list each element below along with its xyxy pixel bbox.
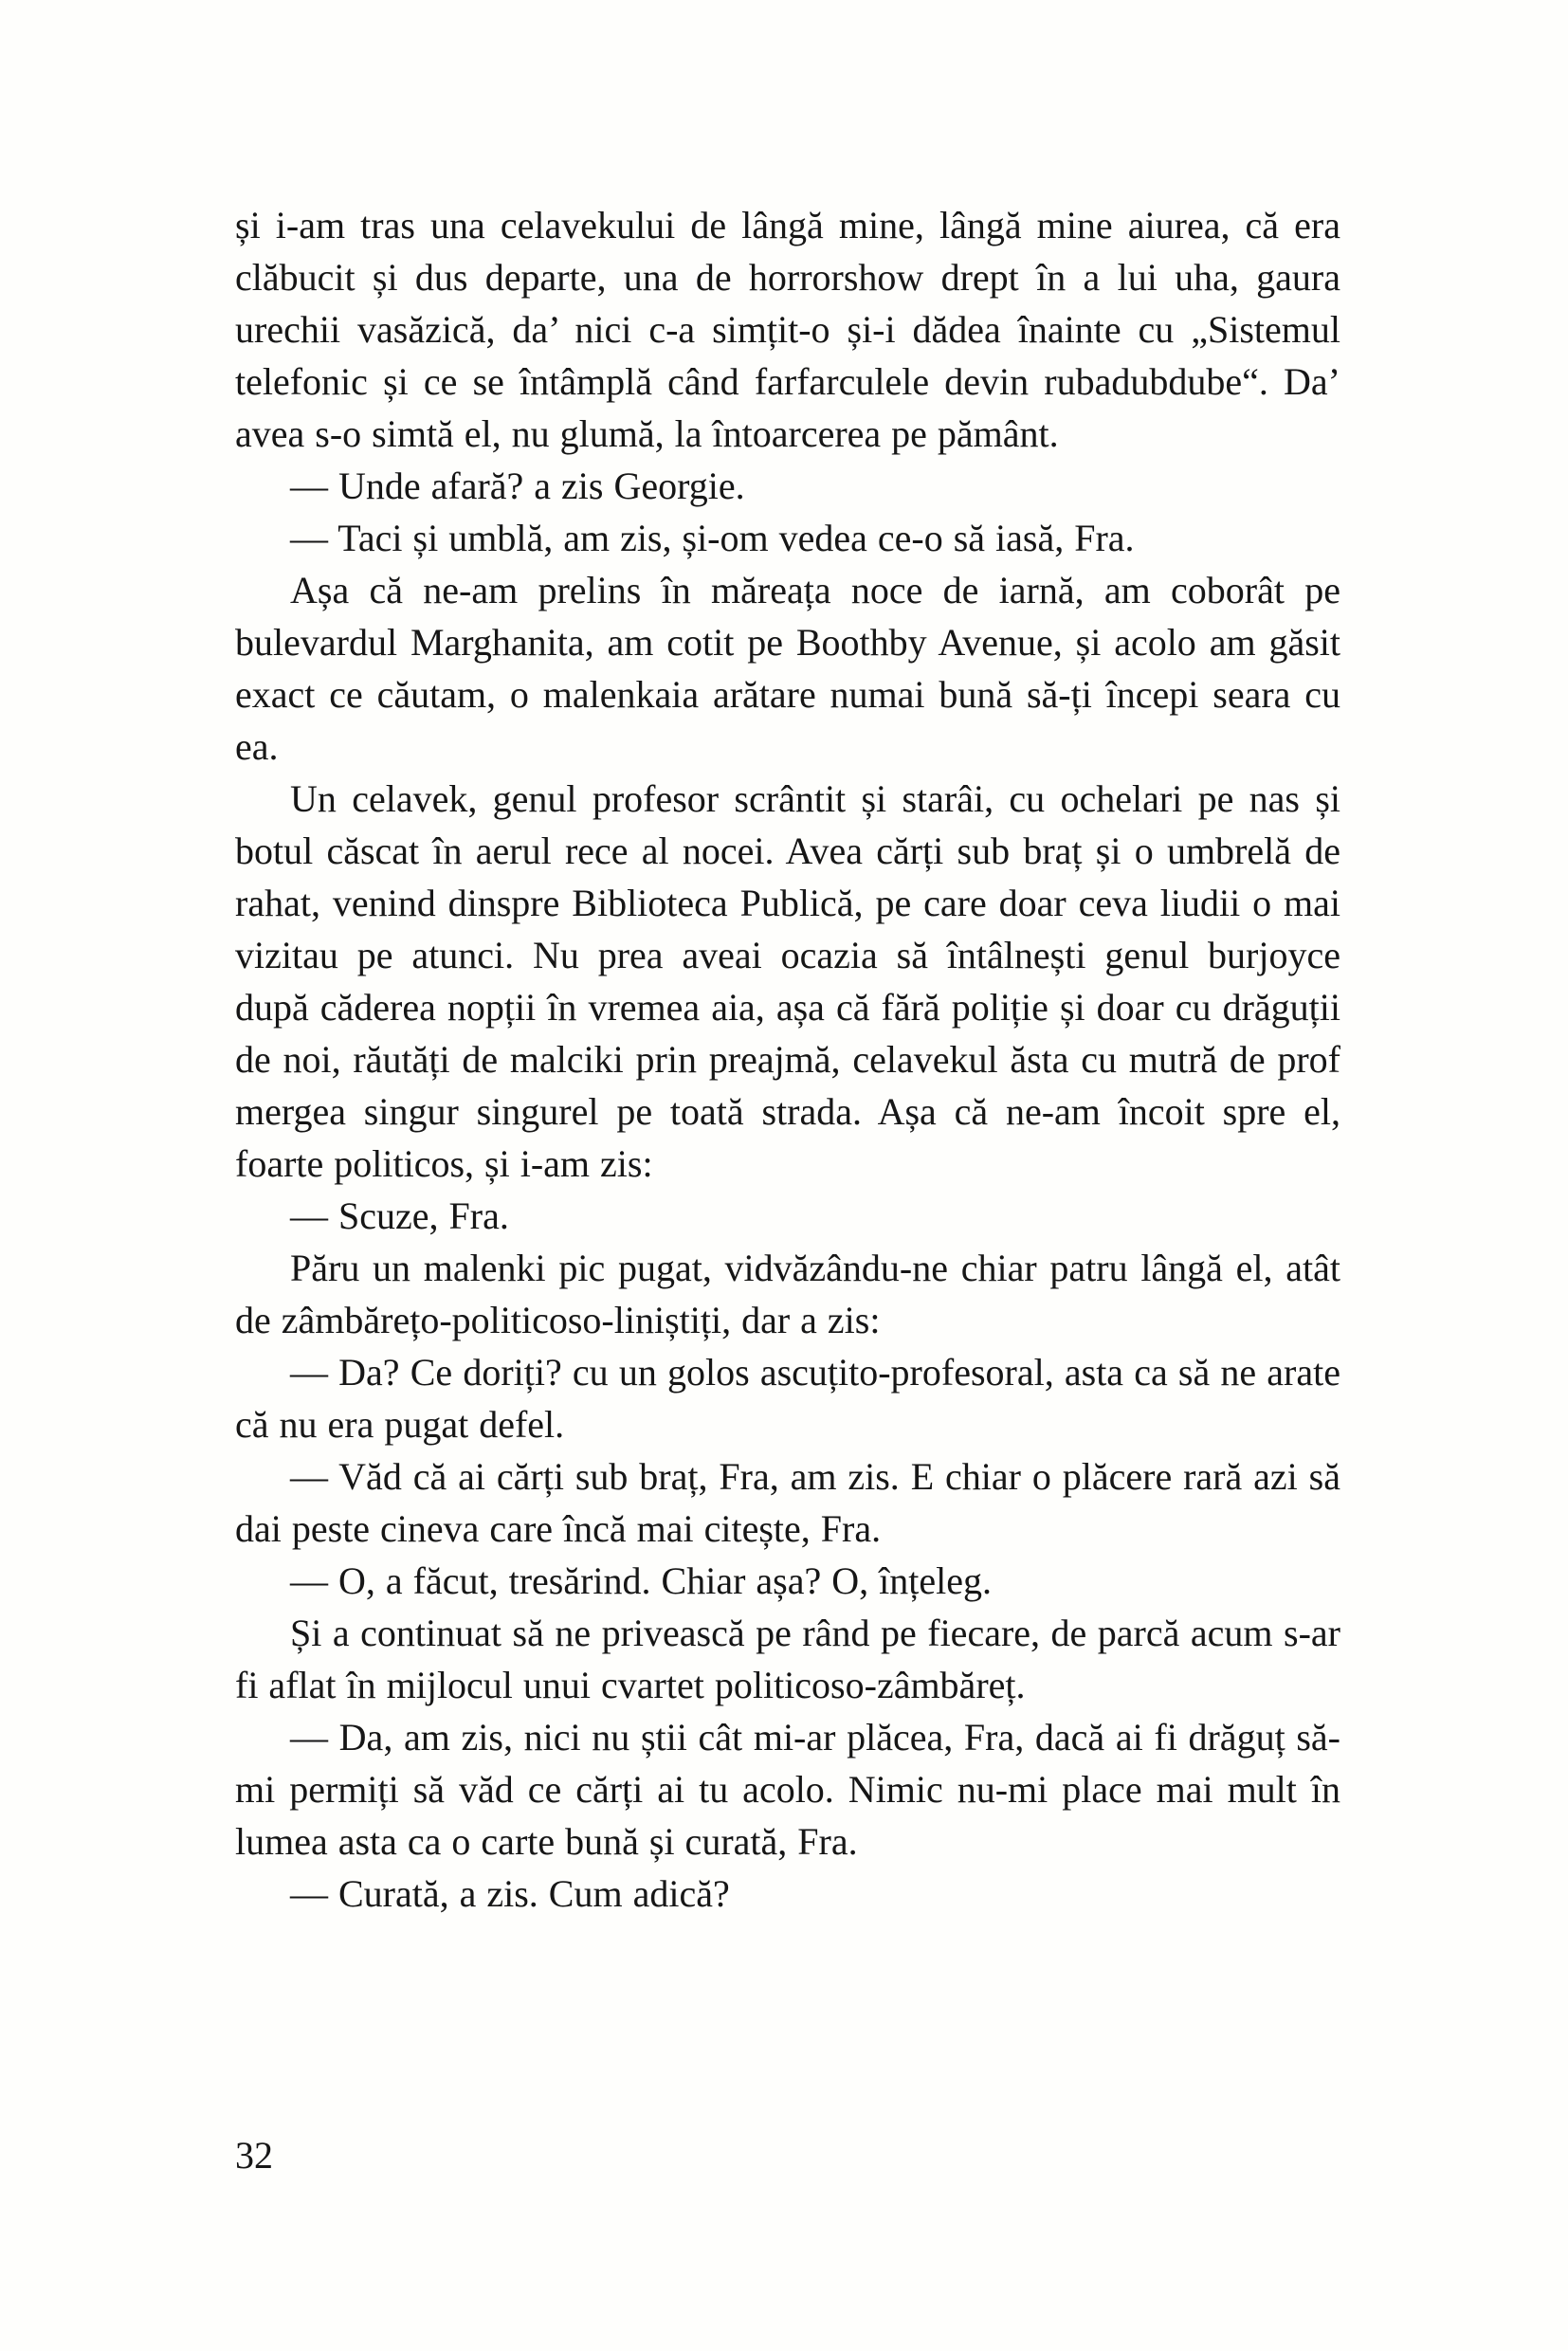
body-text bbox=[235, 199, 1340, 1920]
page-number: 32 bbox=[235, 2134, 273, 2177]
paragraph: — Curată, a zis. Cum adică? bbox=[290, 1872, 730, 1915]
paragraph: — O, a făcut, tresărind. Chiar așa? O, înțeleg. bbox=[290, 1559, 992, 1602]
paragraph: Așa că ne-am prelins în măreața noce de iarnă, am coborât pe bulevardul Marghanita, am cotit pe Boothby Avenue, și acolo am găsit exact ce căutam, o malenkaia arătare numai bună să-ți începi seara cu ea. bbox=[235, 569, 1340, 768]
paragraph: Un celavek, genul profesor scrântit și starâi, cu ochelari pe nas și botul căscat în aerul rece al nocei. Avea cărți sub braț și o umbrelă de rahat, venind dinspre Biblioteca Publică, pe care doar ceva liudii o mai vizitau pe atunci. Nu prea aveai ocazia să întâlnești genul burjoyce după căderea nopții în vremea aia, așa că fără poliție și doar cu drăguții de noi, răutăți de malciki prin preajmă, celavekul ăsta cu mutră de prof mergea singur singurel pe toată strada. Așa că ne-am încoit spre el, foarte politicos, și i-am zis: bbox=[235, 777, 1340, 1185]
paragraph: — Scuze, Fra. bbox=[290, 1194, 509, 1237]
paragraph: Păru un malenki pic pugat, vidvăzându-ne chiar patru lângă el, atât de zâmbărețo-politicoso-liniștiți, dar a zis: bbox=[235, 1247, 1340, 1341]
paragraph: și i-am tras una celavekului de lângă mine, lângă mine aiurea, că era clăbucit și dus departe, una de horrorshow drept în a lui uha, gaura urechii vasăzică, da’ nici c-a simțit-o și-i dădea înainte cu „Sistemul telefonic și ce se întâmplă când farfarculele devin rubadubdube“. Da’ avea s-o simtă el, nu glumă, la întoarcerea pe pământ. bbox=[235, 204, 1340, 455]
paragraph: — Taci și umblă, am zis, și-om vedea ce-o să iasă, Fra. bbox=[290, 517, 1135, 559]
paragraph: — Da? Ce doriți? cu un golos ascuțito-profesoral, asta ca să ne arate că nu era pugat defel. bbox=[235, 1351, 1340, 1446]
paragraph: — Da, am zis, nici nu știi cât mi-ar plăcea, Fra, dacă ai fi drăguț să-mi permiți să văd ce cărți ai tu acolo. Nimic nu-mi place mai mult în lumea asta ca o carte bună și curată, Fra. bbox=[235, 1716, 1340, 1863]
paragraph: — Văd că ai cărți sub braț, Fra, am zis. E chiar o plăcere rară azi să dai peste cineva care încă mai citește, Fra. bbox=[235, 1455, 1340, 1550]
paragraph: — Unde afară? a zis Georgie. bbox=[290, 465, 745, 507]
paragraph: Și a continuat să ne privească pe rând pe fiecare, de parcă acum s-ar fi aflat în mijlocul unui cvartet politicoso-zâmbăreț. bbox=[235, 1612, 1340, 1706]
